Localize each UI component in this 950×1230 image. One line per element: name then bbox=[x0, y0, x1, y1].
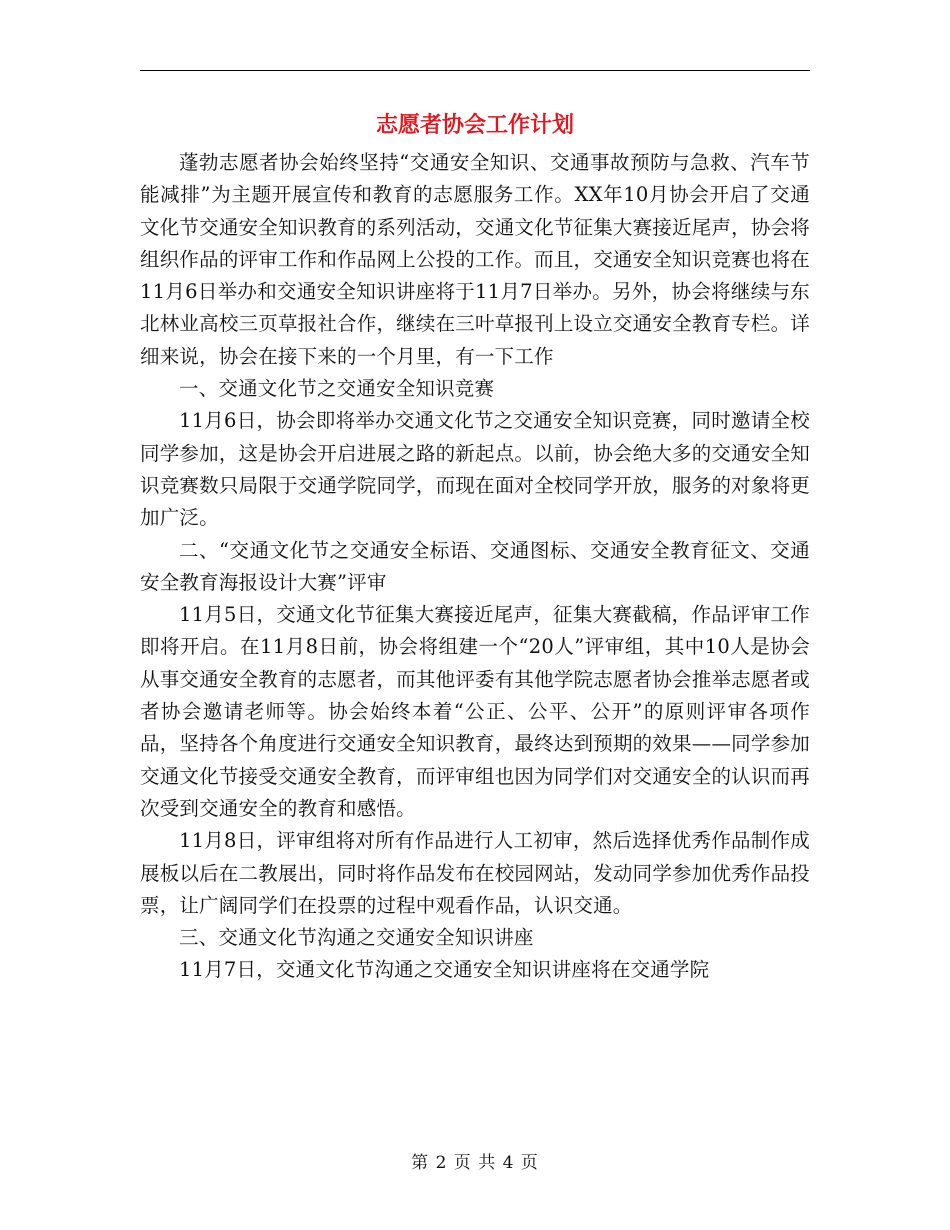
section-heading-3: 三、交通文化节沟通之交通安全知识讲座 bbox=[179, 926, 534, 950]
paragraph-section-2a: 11月5日，交通文化节征集大赛接近尾声，征集大赛截稿，作品评审工作即将开启。在11月8日前，协会将组建一个“20人”评审组，其中10人是协会从事交通安全教育的志愿者，而其他评委有其他学院志愿者协会推举志愿者或者协会邀请老师等。协会始终本着“公正、公平、公开”的原则评审各项作品，坚持各个角度进行交通安全知识教育，最终达到预期的效果——同学参加交通文化节接受交通安全教育，而评审组也因为同学们对交通安全的认识而再次受到交通安全的教育和感悟。 bbox=[140, 603, 810, 820]
header-rule bbox=[140, 70, 810, 71]
document-title: 志愿者协会工作计划 bbox=[375, 112, 574, 138]
page-number: 第 2 页 共 4 页 bbox=[411, 1153, 539, 1173]
paragraph-intro: 蓬勃志愿者协会始终坚持“交通安全知识、交通事故预防与急救、汽车节能减排”为主题开展宣传和教育的志愿服务工作。XX年10月协会开启了交通文化节交通安全知识教育的系列活动，交通文化节征集大赛接近尾声，协会将组织作品的评审工作和作品网上公投的工作。而且，交通安全知识竞赛也将在11月6日举办和交通安全知识讲座将于11月7日举办。另外，协会将继续与东北林业高校三页草报社合作，继续在三叶草报刊上设立交通安全教育专栏。详细来说，协会在接下来的一个月里，有一下工作 bbox=[140, 151, 810, 368]
paragraph-section-1: 11月6日，协会即将举办交通文化节之交通安全知识竞赛，同时邀请全校同学参加，这是协会开启进展之路的新起点。以前，协会绝大多的交通安全知识竞赛数只局限于交通学院同学，而现在面对全校同学开放，服务的对象将更加广泛。 bbox=[140, 409, 810, 530]
paragraph-section-2b: 11月8日，评审组将对所有作品进行人工初审，然后选择优秀作品制作成展板以后在二教展出，同时将作品发布在校园网站，发动同学参加优秀作品投票，让广阔同学们在投票的过程中观看作品，认识交通。 bbox=[140, 829, 810, 917]
document-body bbox=[140, 147, 810, 987]
paragraph-section-3: 11月7日，交通文化节沟通之交通安全知识讲座将在交通学院 bbox=[179, 958, 710, 982]
section-heading-2: 二、“交通文化节之交通安全标语、交通图标、交通安全教育征文、交通安全教育海报设计大赛”评审 bbox=[140, 538, 810, 594]
section-heading-1: 一、交通文化节之交通安全知识竞赛 bbox=[179, 377, 495, 401]
